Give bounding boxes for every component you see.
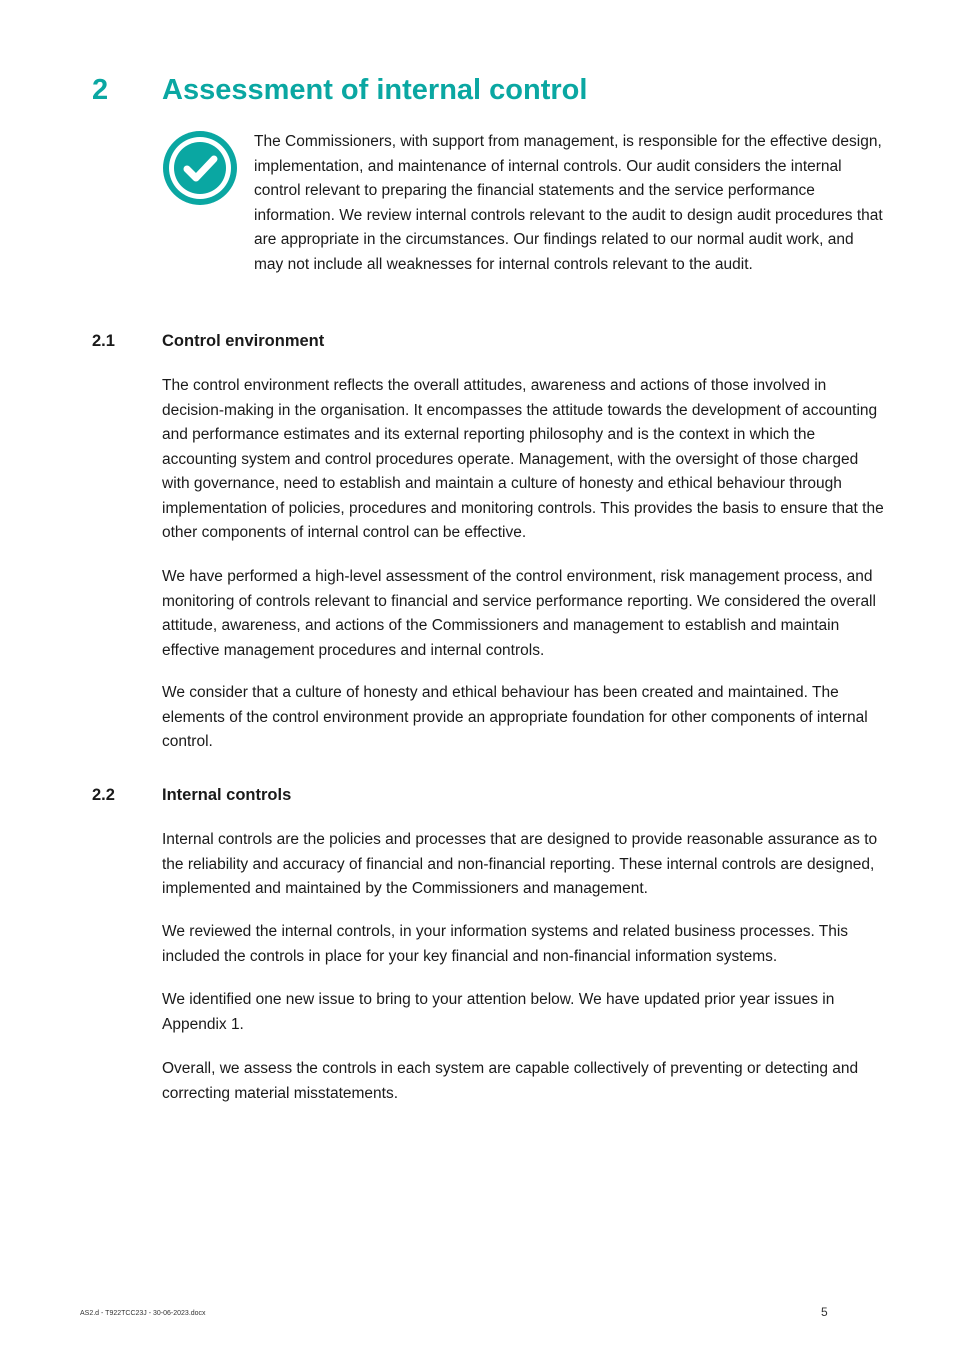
- footer-doc-reference: AS2.d - T922TCC23J - 30-06-2023.docx: [80, 1310, 206, 1317]
- subsection-number: 2.2: [92, 785, 115, 804]
- subsection-title: Control environment: [162, 331, 325, 350]
- section-number: 2: [92, 73, 109, 106]
- intro-text: The Commissioners, with support from management, is responsible for the effective design, implementation, and maintenance of internal controls. Our audit considers the internal control relevant to preparing the financial statements and the service performance information. We review internal controls relevant to the audit to design audit procedures that are appropriate in the circumstances. Our findings related to our normal audit work, and may not include all weaknesses for internal controls relevant to the audit.: [254, 133, 883, 273]
- subsection-title: Internal controls: [162, 785, 292, 804]
- paragraph: We consider that a culture of honesty and ethical behaviour has been created and maintained. The elements of the control environment provide an appropriate foundation for other components of internal control.: [162, 684, 868, 750]
- paragraph: The control environment reflects the overall attitudes, awareness and actions of those involved in decision-making in the organisation. It encompasses the attitude towards the development of accounting and performance estimates and its external reporting philosophy and is the context in which the accounting system and control procedures operate. Management, with the oversight of those charged with governance, need to establish and maintain a culture of honesty and ethical behaviour through implementation of policies, procedures and monitoring controls. This provides the basis to ensure that the other components of internal control can be effective.: [162, 377, 884, 541]
- paragraph: We identified one new issue to bring to your attention below. We have updated prior year issues in Appendix 1.: [162, 991, 835, 1033]
- paragraph: Internal controls are the policies and processes that are designed to provide reasonable assurance as to the reliability and accuracy of financial and non-financial reporting. These internal controls are designed, implemented and maintained by the Commissioners and management.: [162, 831, 878, 897]
- subsection-heading-internal-controls: [92, 783, 291, 807]
- checkmark-circle-icon: [160, 128, 240, 208]
- section-heading: [92, 70, 587, 110]
- subsection-number: 2.1: [92, 331, 115, 350]
- section-title: Assessment of internal control: [162, 73, 588, 106]
- subsection-heading-control-environment: [92, 329, 324, 353]
- page-number: 5: [821, 1305, 828, 1319]
- paragraph: Overall, we assess the controls in each system are capable collectively of preventing or detecting and correcting material misstatements.: [162, 1060, 859, 1102]
- paragraph: We reviewed the internal controls, in your information systems and related business processes. This included the controls in place for your key financial and non-financial information systems.: [162, 923, 849, 965]
- paragraph: We have performed a high-level assessment of the control environment, risk management process, and monitoring of controls relevant to financial and service performance reporting. We considered the overall attitude, awareness, and actions of the Commissioners and management to establish and maintain effective management procedures and internal controls.: [162, 568, 876, 659]
